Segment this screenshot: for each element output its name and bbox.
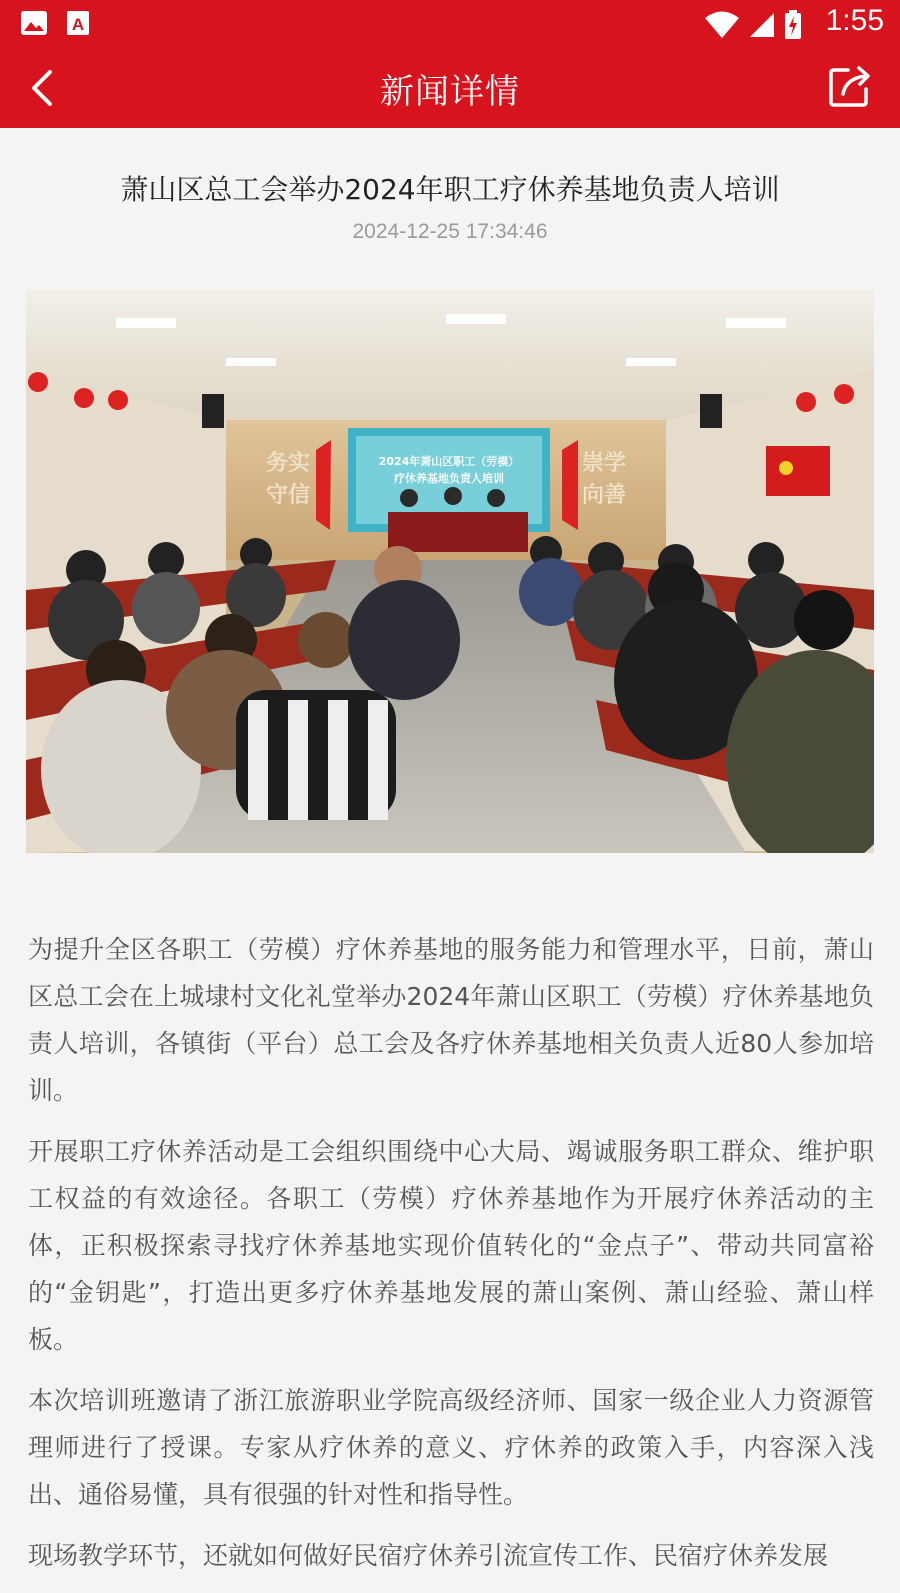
- wall-slogan-right-1: 崇学: [582, 451, 627, 476]
- article-paragraph: 本次培训班邀请了浙江旅游职业学院高级经济师、国家一级企业人力资源管理师进行了授课。专家从疗休养的意义、疗休养的政策入手，内容深入浅出、通俗易懂，具有很强的针对性和指导性。: [28, 1386, 874, 1509]
- svg-text:A: A: [71, 15, 85, 34]
- battery-charging-icon: [784, 10, 802, 40]
- wall-slogan-left-1: 务实: [266, 451, 311, 476]
- meeting-hall-illustration: [26, 290, 874, 853]
- share-icon[interactable]: [826, 62, 874, 110]
- publish-time: 2024-12-25 17:34:46: [352, 220, 548, 243]
- page-title: 新闻详情: [380, 72, 520, 112]
- article-paragraph: 开展职工疗休养活动是工会组织围绕中心大局、竭诚服务职工群众、维护职工权益的有效途径。各职工（劳模）疗休养基地作为开展疗休养活动的主体，正积极探索寻找疗休养基地实现价值转化的“金点子”、带动共同富裕的“金钥匙”，打造出更多疗休养基地发展的萧山案例、萧山经验、萧山样板。: [28, 1137, 874, 1354]
- a-text-icon: [66, 10, 90, 36]
- article-headline: 萧山区总工会举办2024年职工疗休养基地负责人培训: [120, 173, 780, 206]
- app-header: [0, 0, 900, 128]
- article-paragraph: 为提升全区各职工（劳模）疗休养基地的服务能力和管理水平，日前，萧山区总工会在上城埭村文化礼堂举办2024年萧山区职工（劳模）疗休养基地负责人培训，各镇街（平台）总工会及各疗休养基地相关负责人近80人参加培训。: [28, 935, 874, 1105]
- article: [0, 128, 900, 1570]
- image-icon: [20, 10, 48, 36]
- banner-line-1: 2024年萧山区职工（劳模）: [378, 455, 520, 468]
- article-body: [28, 926, 874, 1593]
- wifi-icon: [704, 11, 740, 39]
- article-photo[interactable]: [26, 290, 874, 853]
- wall-slogan-left-2: 守信: [266, 483, 311, 508]
- wall-slogan-right-2: 向善: [582, 483, 627, 508]
- status-bar: [0, 0, 900, 46]
- banner-line-2: 疗休养基地负责人培训: [394, 472, 504, 485]
- article-paragraph: 现场教学环节，还就如何做好民宿疗休养引流宣传工作、民宿疗休养发展: [28, 1541, 829, 1570]
- signal-icon: [748, 11, 776, 39]
- status-time: 1:55: [825, 4, 884, 37]
- nav-bar: [0, 46, 900, 128]
